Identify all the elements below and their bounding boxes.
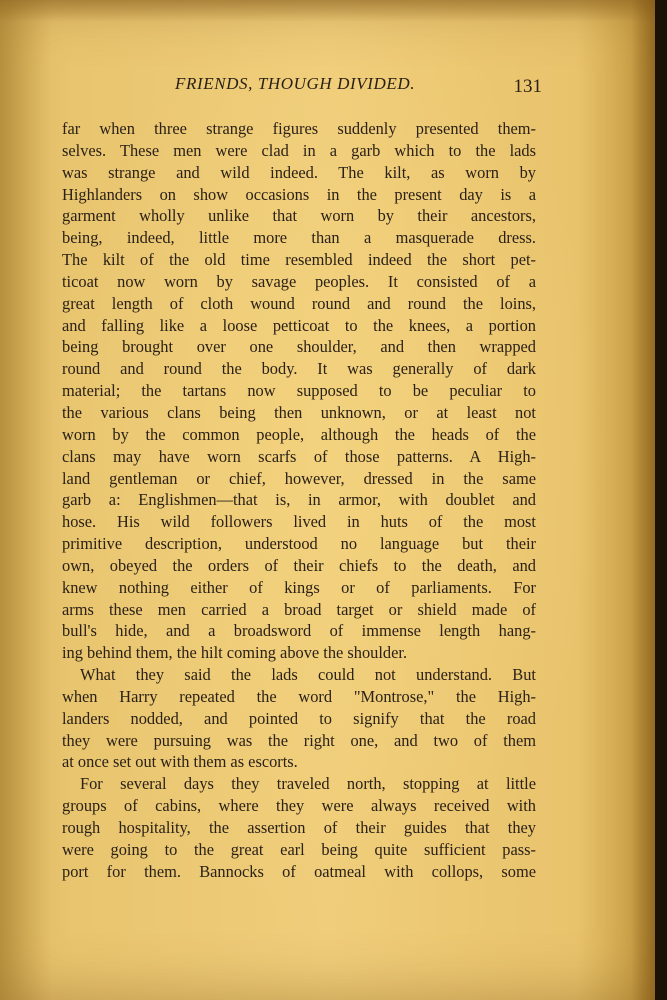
text-line: primitive description, understood no language but their — [62, 534, 536, 554]
text-line: garment wholly unlike that worn by their ancestors, — [62, 206, 536, 226]
text-line: groups of cabins, where they were always received with — [62, 796, 536, 816]
text-line: The kilt of the old time resembled indeed the short pet- — [62, 250, 536, 270]
running-title: FRIENDS, THOUGH DIVIDED. — [175, 74, 416, 93]
body-text — [62, 118, 536, 883]
text-line: For several days they traveled north, stopping at little — [80, 774, 536, 794]
text-line: selves. These men were clad in a garb which to the lads — [62, 140, 536, 160]
text-line: they were pursuing was the right one, and two of them — [62, 730, 536, 750]
text-line: the various clans being then unknown, or at least not — [62, 402, 536, 422]
text-line: round and round the body. It was generally of dark — [62, 359, 536, 379]
text-line: were going to the great earl being quite sufficient pass- — [62, 839, 536, 859]
text-line: being, indeed, little more than a masquerade dress. — [62, 228, 536, 248]
text-line: port for them. Bannocks of oatmeal with collops, some — [62, 861, 536, 881]
text-line: worn by the common people, although the heads of the — [62, 424, 536, 444]
text-line: ing behind them, the hilt coming above the shoulder. — [62, 643, 408, 663]
text-line: and falling like a loose petticoat to the knees, a portion — [62, 315, 536, 335]
text-line: Highlanders on show occasions in the present day is a — [62, 184, 536, 204]
text-line: rough hospitality, the assertion of their guides that they — [62, 818, 536, 837]
page-right-shadow — [631, 0, 655, 1000]
text-line: hose. His wild followers lived in huts of the most — [62, 512, 536, 532]
text-line: bull's hide, and a broadsword of immense length hang- — [62, 621, 536, 641]
page-top-shadow — [0, 0, 655, 22]
text-line: ticoat now worn by savage peoples. It consisted of a — [62, 271, 536, 291]
page-number: 131 — [513, 76, 542, 97]
text-line: when Harry repeated the word "Montrose," the High- — [62, 686, 536, 706]
text-line: far when three strange figures suddenly presented them- — [62, 119, 536, 138]
text-line: great length of cloth wound round and round the loins, — [62, 293, 536, 313]
text-line: material; the tartans now supposed to be peculiar to — [62, 381, 536, 401]
text-line: What they said the lads could not understand. But — [80, 665, 536, 685]
text-line: clans may have worn scarfs of those patterns. A High- — [62, 446, 536, 466]
text-line: knew nothing either of kings or of parliaments. For — [62, 577, 536, 597]
text-line: arms these men carried a broad target or shield made of — [62, 599, 536, 619]
text-line: was strange and wild indeed. The kilt, as worn by — [62, 162, 536, 182]
page-header — [60, 74, 542, 100]
text-line: land gentleman or chief, however, dressed in the same — [62, 468, 536, 488]
text-line: at once set out with them as escorts. — [62, 752, 298, 772]
text-line: being brought over one shoulder, and then wrapped — [62, 337, 536, 357]
text-line: garb a: Englishmen—that is, in armor, with doublet and — [62, 490, 536, 510]
text-line: landers nodded, and pointed to signify that the road — [62, 708, 536, 728]
text-line: own, obeyed the orders of their chiefs to the death, and — [62, 555, 536, 575]
